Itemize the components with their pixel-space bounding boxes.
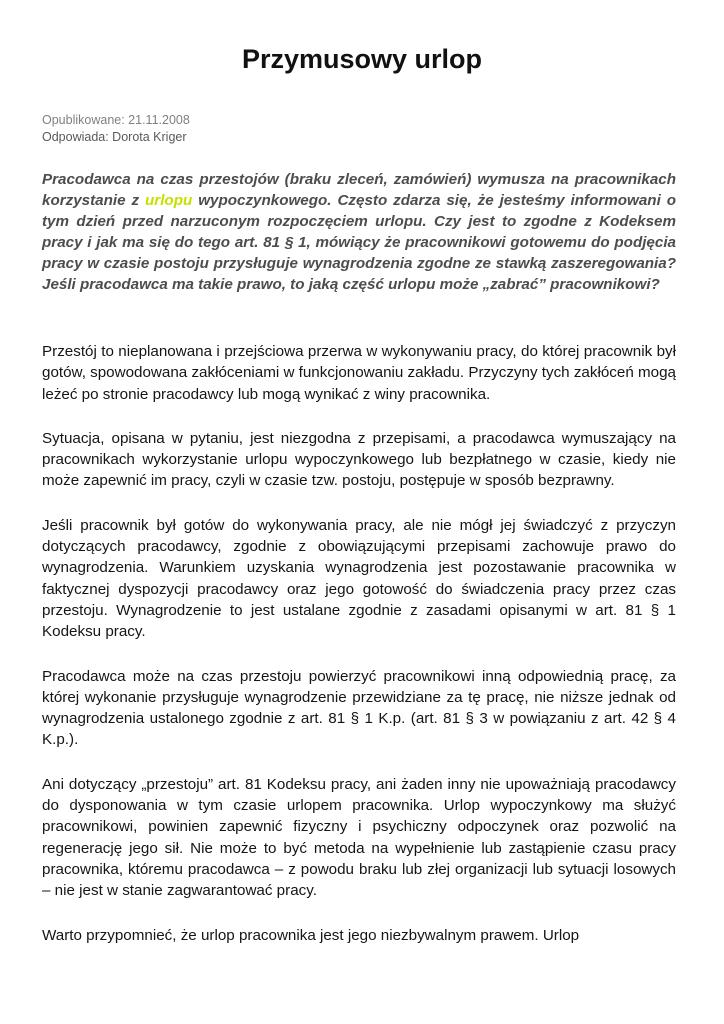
lead-text-end: wypoczynkowego. Często zdarza się, że jesteśmy informowani o tym dzień przed narzuconym rozpoczęciem urlopu. Czy jest to zgodne z Kodeksem pracy i jak ma się do tego art. 81 § 1, mówiący że pracownikowi gotowemu do podjęcia pracy w czasie postoju przysługuje wynagrodzenia zgodne ze stawką zaszeregowania? Jeśli pracodawca ma takie prawo, to jaką część urlopu może „zabrać” pracownikowi? xyxy=(42,192,676,293)
question-lead xyxy=(42,169,676,295)
body-paragraph: Sytuacja, opisana w pytaniu, jest niezgodna z przepisami, a pracodawca wymuszający na pracownikach wykorzystanie urlopu wypoczynkowego lub bezpłatnego w czasie, kiedy nie może zapewnić im pracy, czyli w czasie tzw. postoju, postępuje w sposób bezprawny. xyxy=(42,429,676,490)
lead-text-start: Pracodawca na czas przestojów (braku zleceń, zamówień) wymusza na pracownikach korzystanie z xyxy=(42,171,676,209)
article-body xyxy=(42,341,676,969)
highlighted-keyword-link[interactable]: urlopu xyxy=(145,192,193,209)
body-paragraph: Pracodawca może na czas przestoju powierzyć pracownikowi inną odpowiednią pracę, za której wykonanie przysługuje wynagrodzenie przewidziane za tę pracę, nie niższe jednak od wynagrodzenia ustalonego zgodnie z art. 81 § 1 K.p. (art. 81 § 3 w powiązaniu z art. 42 § 4 K.p.). xyxy=(42,667,676,749)
body-paragraph: Ani dotyczący „przestoju” art. 81 Kodeksu pracy, ani żaden inny nie upoważniają pracodawcy do dysponowania w tym czasie urlopem pracownika. Urlop wypoczynkowy ma służyć pracownikowi, powinien zapewnić fizyczny i psychiczny odpoczynek oraz pozwolić na regenerację jego sił. Nie może to być metoda na wypełnienie lub zastąpienie czasu pracy pracownika, któremu pracodawca – z powodu braku lub złej organizacji lub sytuacji losowych – nie jest w stanie zagwarantować pracy. xyxy=(42,775,676,900)
published-date: Opublikowane: 21.11.2008 xyxy=(42,113,190,127)
body-paragraph: Jeśli pracownik był gotów do wykonywania pracy, ale nie mógł jej świadczyć z przyczyn dotyczących pracodawcy, zgodnie z obowiązującymi przepisami zachowuje prawo do wynagrodzenia. Warunkiem uzyskania wynagrodzenia jest pozostawanie pracownika w faktycznej dyspozycji pracodawcy oraz jego gotowość do świadczenia pracy przez czas przestoju. Wynagrodzenie to jest ustalane zgodnie z zasadami opisanymi w art. 81 § 1 Kodeksu pracy. xyxy=(42,516,676,641)
page-title: Przymusowy urlop xyxy=(241,44,483,74)
answered-by: Odpowiada: Dorota Kriger xyxy=(42,130,187,144)
article-meta xyxy=(42,112,190,146)
body-paragraph: Przestój to nieplanowana i przejściowa przerwa w wykonywaniu pracy, do której pracownik był gotów, spowodowana zakłóceniami w funkcjonowaniu zakładu. Przyczyny tych zakłóceń mogą leżeć po stronie pracodawcy lub mogą wynikać z winy pracownika. xyxy=(42,343,676,403)
body-paragraph: Warto przypomnieć, że urlop pracownika jest jego niezbywalnym prawem. Urlop xyxy=(42,926,580,944)
